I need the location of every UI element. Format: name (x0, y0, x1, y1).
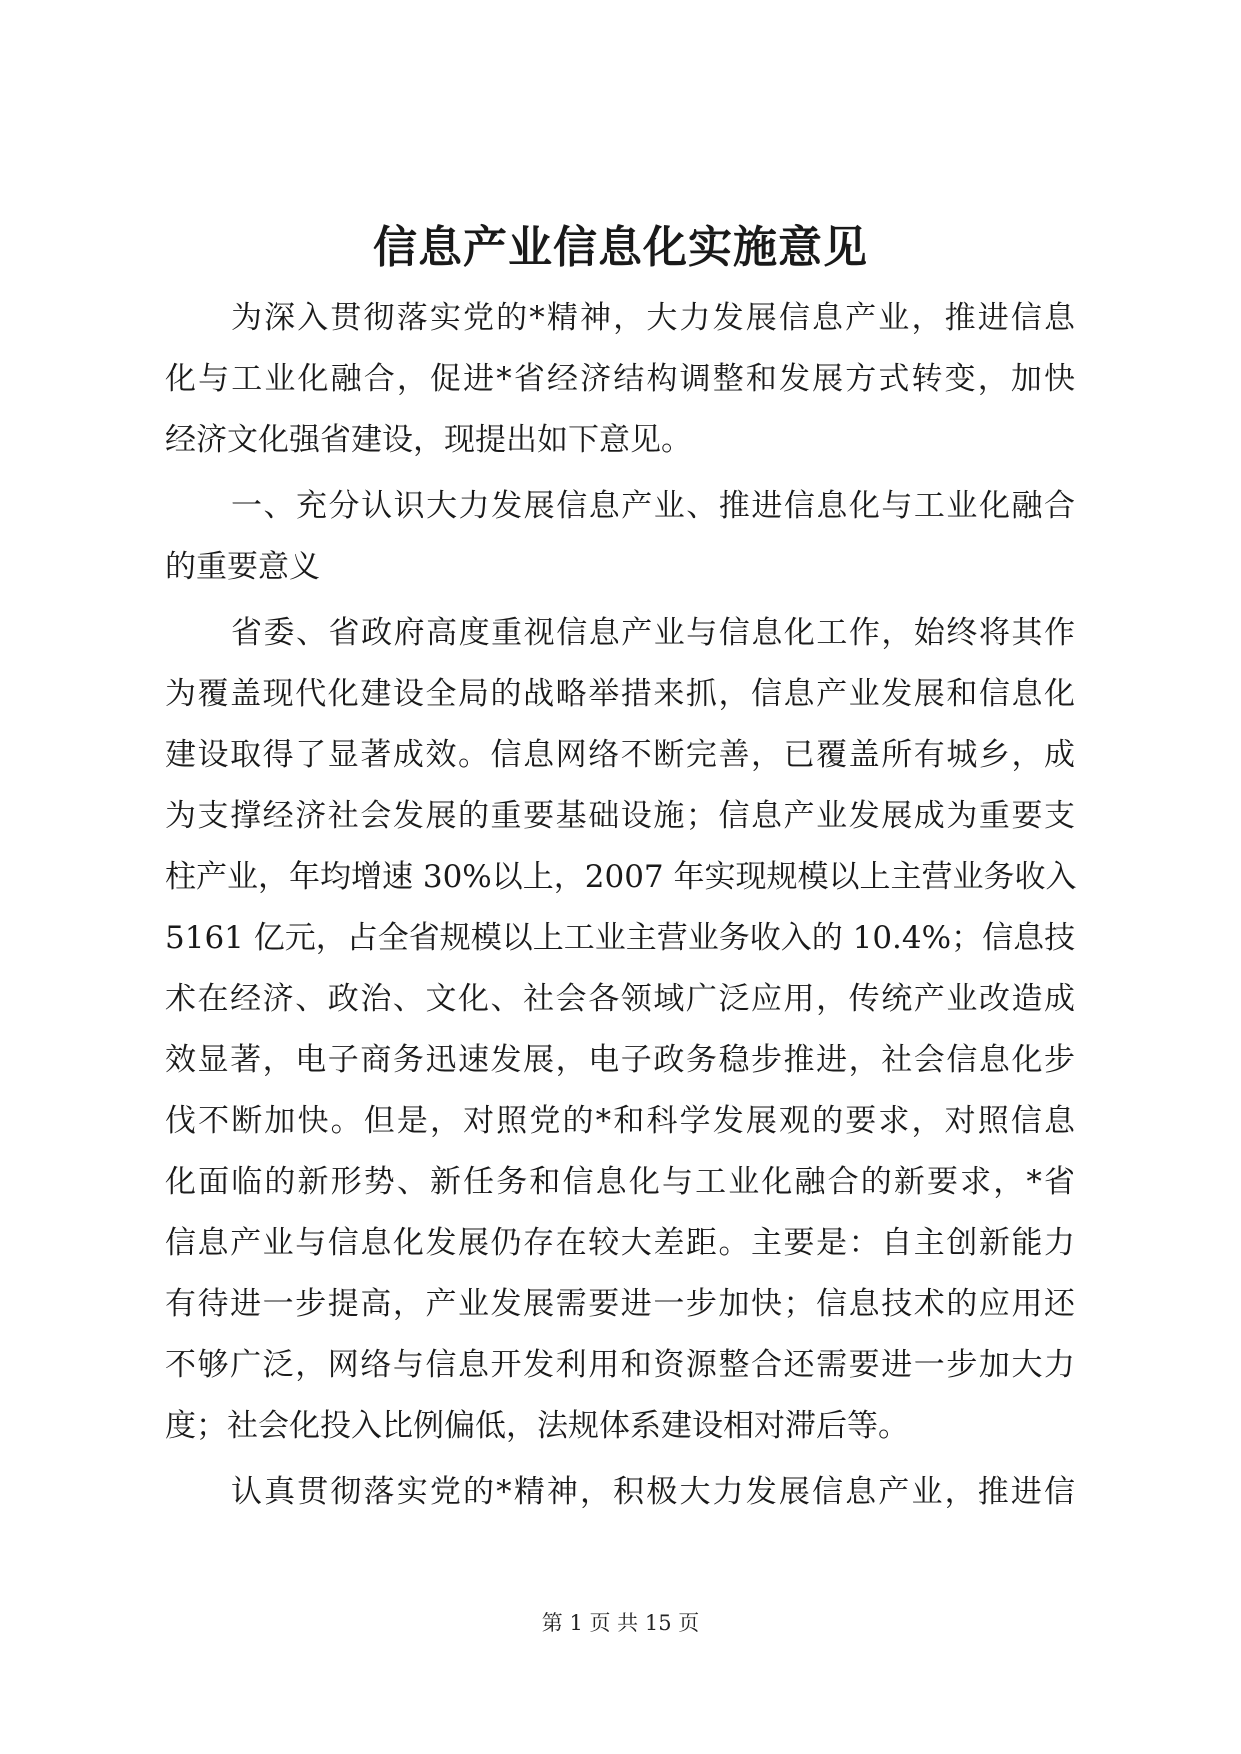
section-heading-1 (165, 476, 1075, 598)
paragraph-line: 柱产业，年均增速 30%以上，2007 年实现规模以上主营业务收入 (165, 859, 1077, 895)
paragraph-line: 一、充分认识大力发展信息产业、推进信息化与工业化融合 (231, 488, 1075, 524)
paragraph-line: 经济文化强省建设，现提出如下意见。 (165, 422, 692, 458)
paragraph-line: 化与工业化融合，促进*省经济结构调整和发展方式转变，加快 (165, 361, 1075, 397)
paragraph-line: 信息产业与信息化发展仍存在较大差距。主要是：自主创新能力 (165, 1225, 1075, 1261)
paragraph-continued (165, 1462, 1075, 1523)
document-title: 信息产业信息化实施意见 (373, 222, 868, 273)
paragraph-line: 伐不断加快。但是，对照党的*和科学发展观的要求，对照信息 (165, 1103, 1075, 1139)
paragraph-line: 省委、省政府高度重视信息产业与信息化工作，始终将其作 (231, 615, 1075, 651)
paragraph-line: 为深入贯彻落实党的*精神，大力发展信息产业，推进信息 (231, 300, 1075, 336)
paragraph-line: 5161 亿元，占全省规模以上工业主营业务收入的 10.4%；信息技 (165, 920, 1076, 956)
paragraph-line: 建设取得了显著成效。信息网络不断完善，已覆盖所有城乡，成 (165, 737, 1075, 773)
paragraph-line: 为支撑经济社会发展的重要基础设施；信息产业发展成为重要支 (165, 798, 1075, 834)
paragraph-line: 不够广泛，网络与信息开发利用和资源整合还需要进一步加大力 (165, 1347, 1075, 1383)
paragraph-line: 的重要意义 (165, 549, 320, 585)
paragraph-line: 术在经济、政治、文化、社会各领域广泛应用，传统产业改造成 (165, 981, 1075, 1017)
paragraph-line: 化面临的新形势、新任务和信息化与工业化融合的新要求，*省 (165, 1164, 1075, 1200)
document-body (165, 288, 1075, 1528)
paragraph-line: 认真贯彻落实党的*精神，积极大力发展信息产业，推进信 (231, 1474, 1075, 1510)
paragraph-line: 有待进一步提高，产业发展需要进一步加快；信息技术的应用还 (165, 1286, 1075, 1322)
paragraph-status (165, 603, 1075, 1457)
paragraph-line: 效显著，电子商务迅速发展，电子政务稳步推进，社会信息化步 (165, 1042, 1075, 1078)
paragraph-intro (165, 288, 1075, 471)
paragraph-line: 为覆盖现代化建设全局的战略举措来抓，信息产业发展和信息化 (165, 676, 1075, 712)
paragraph-line: 度；社会化投入比例偏低，法规体系建设相对滞后等。 (165, 1408, 909, 1444)
page-number-footer: 第 1 页 共 15 页 (541, 1611, 700, 1635)
